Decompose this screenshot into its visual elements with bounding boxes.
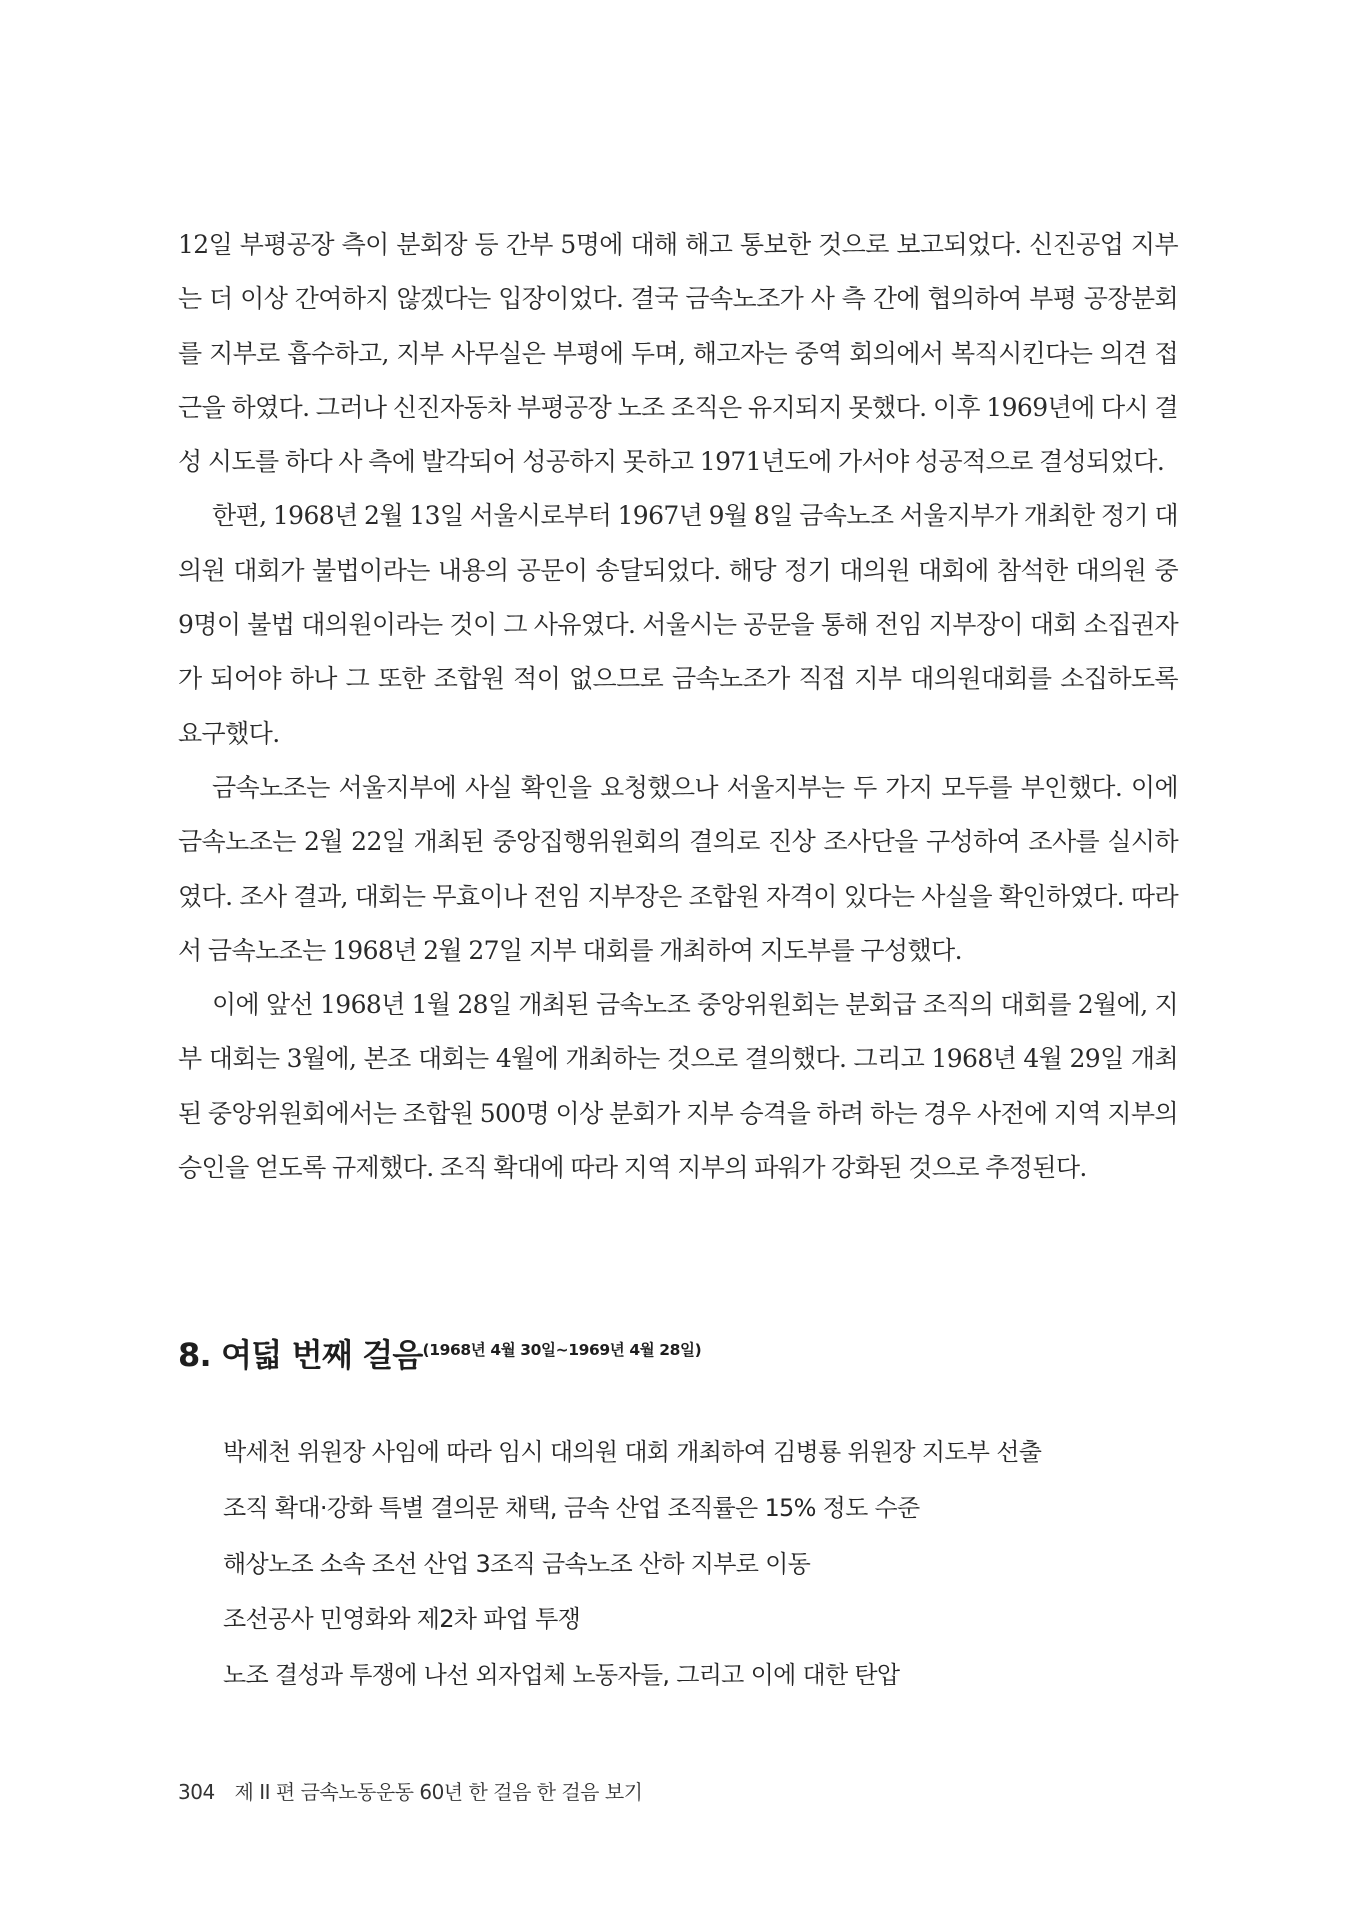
summary-item-5: 노조 결성과 투쟁에 나선 외자업체 노동자들, 그리고 이에 대한 탄압 xyxy=(223,1661,900,1690)
section-period: (1968년 4월 30일~1969년 4월 28일) xyxy=(422,1341,702,1359)
body-paragraph-4: 이에 앞선 1968년 1월 28일 개최된 금속노조 중앙위원회는 분회급 조직의 대회를 2월에, 지부 대회는 3월에, 본조 대회는 4월에 개최하는 것으로 결의했다. 그리고 1968년 4월 29일 개최된 중앙위원회에서는 조합원 500명 이상 분회가 지부 승격을 하려 하는 경우 사전에 지역 지부의 승인을 얻도록 규제했다. 조직 확대에 따라 지역 지부의 파워가 강화된 것으로 추정된다. xyxy=(178,990,1178,1183)
body-paragraph-1: 12일 부평공장 측이 분회장 등 간부 5명에 대해 해고 통보한 것으로 보고되었다. 신진공업 지부는 더 이상 간여하지 않겠다는 입장이었다. 결국 금속노조가 사 측 간에 협의하여 부평 공장분회를 지부로 흡수하고, 지부 사무실은 부평에 두며, 해고자는 중역 회의에서 복직시킨다는 의견 접근을 하였다. 그러나 신진자동차 부평공장 노조 조직은 유지되지 못했다. 이후 1969년에 다시 결성 시도를 하다 사 측에 발각되어 성공하지 못하고 1971년도에 가서야 성공적으로 결성되었다. xyxy=(178,230,1178,477)
body-paragraph-2: 한편, 1968년 2월 13일 서울시로부터 1967년 9월 8일 금속노조 서울지부가 개최한 정기 대의원 대회가 불법이라는 내용의 공문이 송달되었다. 해당 정기 대의원 대회에 참석한 대의원 중 9명이 불법 대의원이라는 것이 그 사유였다. 서울시는 공문을 통해 전임 지부장이 대회 소집권자가 되어야 하나 그 또한 조합원 적이 없으므로 금속노조가 직접 지부 대의원대회를 소집하도록 요구했다. xyxy=(178,501,1178,748)
book-title: 금속노동운동 60년 한 걸음 한 걸음 보기 xyxy=(300,1780,643,1804)
summary-item-3: 해상노조 소속 조선 산업 3조직 금속노조 산하 지부로 이동 xyxy=(223,1549,811,1578)
summary-list xyxy=(223,1425,1041,1704)
section-title: 8. 여덟 번째 걸음 xyxy=(178,1336,423,1374)
body-text xyxy=(178,218,1178,1195)
summary-item-1: 박세천 위원장 사임에 따라 임시 대의원 대회 개최하여 김병룡 위원장 지도부 선출 xyxy=(223,1438,1042,1466)
summary-item-4: 조선공사 민영화와 제2차 파업 투쟁 xyxy=(223,1605,581,1634)
summary-item-2: 조직 확대·강화 특별 결의문 채택, 금속 산업 조직률은 15% 정도 수준 xyxy=(223,1493,920,1522)
section-heading xyxy=(178,1328,701,1377)
part-label: 제 II 편 xyxy=(234,1780,295,1804)
body-paragraph-3: 금속노조는 서울지부에 사실 확인을 요청했으나 서울지부는 두 가지 모두를 부인했다. 이에 금속노조는 2월 22일 개최된 중앙집행위원회의 결의로 진상 조사단을 구성하여 조사를 실시하였다. 조사 결과, 대회는 무효이나 전임 지부장은 조합원 자격이 있다는 사실을 확인하였다. 따라서 금속노조는 1968년 2월 27일 지부 대회를 개최하여 지도부를 구성했다. xyxy=(178,772,1178,965)
page-footer xyxy=(178,1777,642,1807)
page-number: 304 xyxy=(178,1780,215,1804)
